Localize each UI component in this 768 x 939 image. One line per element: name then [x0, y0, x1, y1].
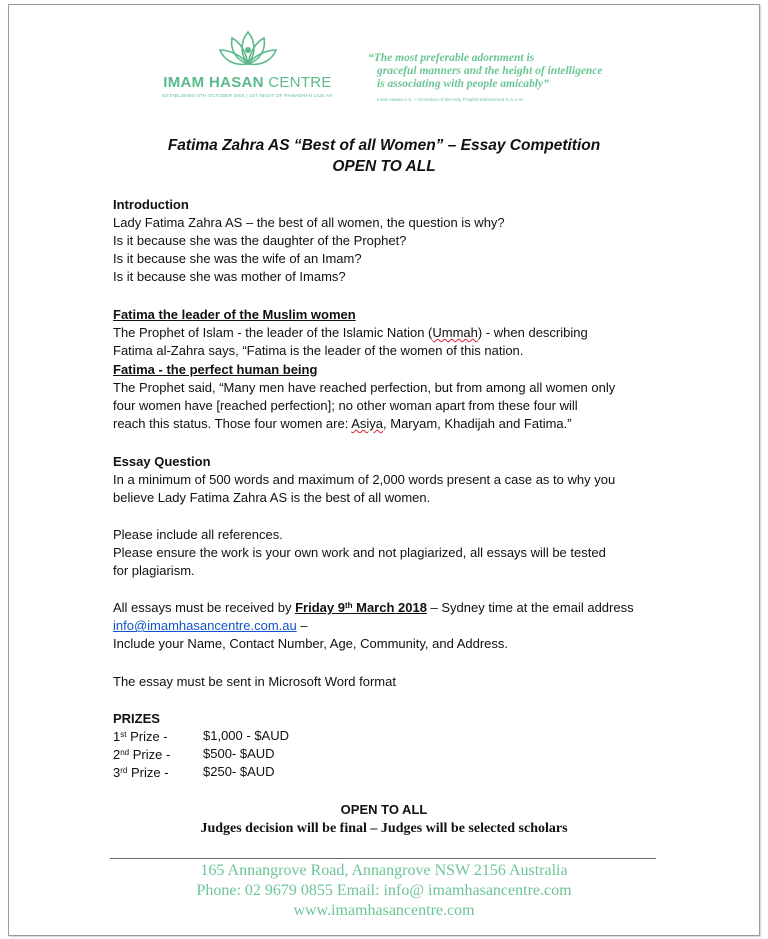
judges-note: Judges decision will be final – Judges will be selected scholars	[200, 821, 568, 836]
essay-heading: Essay Question	[113, 454, 211, 469]
intro-line: Is it because she was mother of Imams?	[113, 269, 346, 284]
open-to-all-note: OPEN TO ALL	[340, 802, 428, 817]
document-subtitle: OPEN TO ALL	[332, 158, 436, 175]
intro-line: Lady Fatima Zahra AS – the best of all women, the question is why?	[113, 215, 505, 230]
quote-attribution: Imam Hasan A.S. ~ Grandson of the Holy Prophet Muhammad S.A.A.W	[377, 97, 523, 102]
email-line: info@imamhasancentre.com.au –	[113, 618, 308, 633]
leader-line: The Prophet of Islam - the leader of the Islamic Nation (Ummah) - when describing	[113, 325, 588, 340]
prize-amount: $1,000 - $AUD	[203, 728, 289, 743]
prize-label: 2nd Prize -	[113, 747, 171, 762]
logo-established: ESTABLISHED 8TH OCTOBER 2004 | 1ST NIGHT OF RAMADHAN 1425 AH	[162, 93, 333, 98]
perfect-line: reach this status. Those four women are: Asiya, Maryam, Khadijah and Fatima.”	[113, 416, 572, 431]
prize-amount: $500- $AUD	[203, 746, 275, 761]
logo-wordmark: IMAM HASAN CENTRE	[163, 74, 332, 91]
prize-label: 1st Prize -	[113, 729, 168, 744]
intro-line: Is it because she was the daughter of the Prophet?	[113, 233, 407, 248]
references-note: Please include all references.	[113, 527, 283, 542]
footer-contact: Phone: 02 9679 0855 Email: info@ imamhasancentre.com	[196, 882, 572, 899]
lotus-icon	[218, 28, 278, 70]
leader-heading: Fatima the leader of the Muslim women	[113, 307, 356, 322]
plagiarism-note: for plagiarism.	[113, 563, 195, 578]
prizes-heading: PRIZES	[113, 711, 160, 726]
footer-address: 165 Annangrove Road, Annangrove NSW 2156 Australia	[200, 862, 568, 879]
perfect-heading: Fatima - the perfect human being	[113, 362, 318, 377]
prize-amount: $250- $AUD	[203, 764, 275, 779]
essay-line: believe Lady Fatima Zahra AS is the best of all women.	[113, 490, 431, 505]
logo	[145, 28, 350, 98]
leader-line: Fatima al-Zahra says, “Fatima is the leader of the women of this nation.	[113, 343, 524, 358]
format-note: The essay must be sent in Microsoft Word format	[113, 674, 396, 689]
deadline-line: All essays must be received by Friday 9th March 2018 – Sydney time at the email address	[113, 600, 634, 615]
footer-website[interactable]: www.imamhasancentre.com	[293, 902, 475, 919]
email-link[interactable]: info@imamhasancentre.com.au	[113, 618, 297, 633]
prize-label: 3rd Prize -	[113, 765, 169, 780]
footer-divider	[110, 858, 656, 859]
plagiarism-note: Please ensure the work is your own work and not plagiarized, all essays will be tested	[113, 545, 606, 560]
essay-line: In a minimum of 500 words and maximum of 2,000 words present a case as to why you	[113, 472, 616, 487]
perfect-line: four women have [reached perfection]; no other woman apart from these four will	[113, 398, 578, 413]
perfect-line: The Prophet said, “Many men have reached perfection, but from among all women only	[113, 380, 616, 395]
document-title: Fatima Zahra AS “Best of all Women” – Essay Competition	[167, 137, 601, 154]
intro-line: Is it because she was the wife of an Imam?	[113, 251, 362, 266]
header-quote: “The most preferable adornment is graceful manners and the height of intelligence is associating with people amicably”	[368, 52, 603, 90]
include-details-note: Include your Name, Contact Number, Age, Community, and Address.	[113, 636, 509, 651]
introduction-heading: Introduction	[113, 197, 189, 212]
